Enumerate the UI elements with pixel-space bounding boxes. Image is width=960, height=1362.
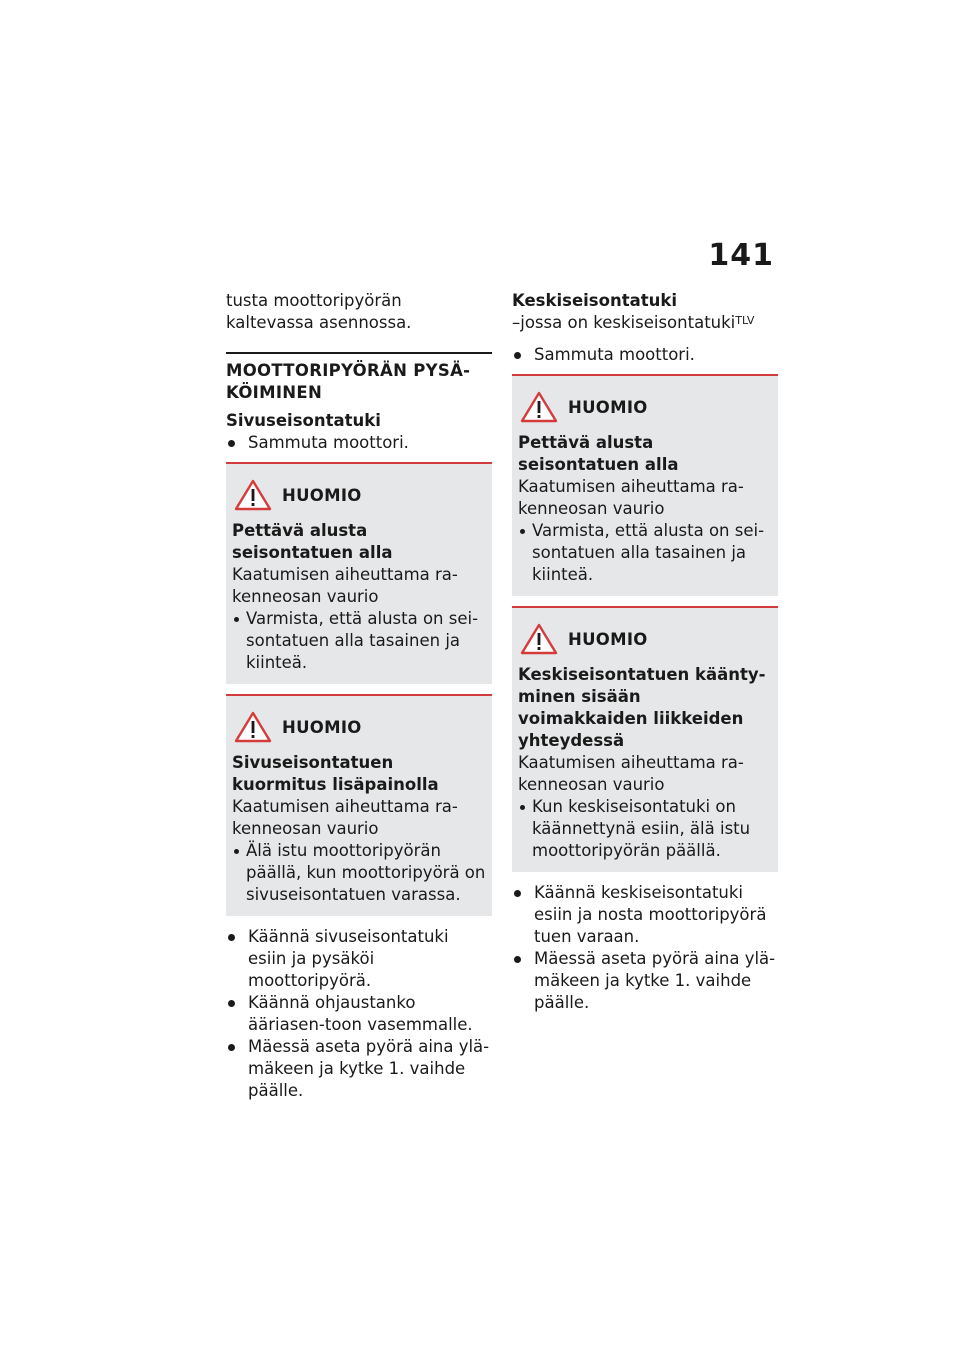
intro-text: tusta moottoripyörän kaltevassa asennossa.: [226, 291, 412, 332]
bullet-icon: [234, 617, 239, 622]
left-column: [226, 290, 492, 1102]
bullet-icon: [520, 805, 525, 810]
step-item: [226, 432, 492, 454]
warning-box: [226, 462, 492, 684]
step-text: Mäessä aseta pyörä aina ylä-mäkeen ja kytke 1. vaihde päälle.: [248, 1037, 490, 1100]
warning-triangle-icon: [234, 478, 272, 512]
step-text: Käännä keskiseisontatuki esiin ja nosta moottoripyörä tuen varaan.: [534, 883, 767, 946]
step-text: Käännä ohjaustanko ääriasen-toon vasemmalle.: [248, 993, 473, 1034]
bullet-icon: [228, 440, 235, 447]
warning-action: [518, 796, 772, 862]
warning-action: [232, 608, 486, 674]
bullet-icon: [228, 934, 235, 941]
warning-header: [232, 474, 486, 516]
warning-text: Kaatumisen aiheuttama ra-kenneosan vaurio: [232, 797, 458, 838]
condition-text: [512, 312, 778, 334]
step-item: [226, 1036, 492, 1102]
bullet-icon: [514, 352, 521, 359]
warning-action-text: Varmista, että alusta on sei-sontatuen alla tasainen ja kiinteä.: [246, 609, 479, 672]
warning-box: [226, 694, 492, 916]
bullet-icon: [520, 529, 525, 534]
warning-box: [512, 606, 778, 872]
step-item: [512, 948, 778, 1014]
warning-action: [232, 840, 486, 906]
page-number: 141: [708, 238, 774, 273]
step-item: [512, 344, 778, 366]
warning-heading: Sivuseisontatuen kuormitus lisäpainolla: [232, 753, 439, 794]
warning-action-text: Varmista, että alusta on sei-sontatuen alla tasainen ja kiinteä.: [532, 521, 765, 584]
warning-title: HUOMIO: [282, 717, 362, 737]
warning-text: Kaatumisen aiheuttama ra-kenneosan vaurio: [518, 477, 744, 518]
step-text: Sammuta moottori.: [534, 345, 695, 364]
warning-triangle-icon: [520, 622, 558, 656]
step-item: [226, 926, 492, 992]
warning-heading: Keskiseisontatuen käänty-minen sisään voimakkaiden liikkeiden yhteydessä: [518, 665, 766, 750]
warning-heading: Pettävä alusta seisontatuen alla: [518, 433, 679, 474]
warning-text: Kaatumisen aiheuttama ra-kenneosan vaurio: [518, 753, 744, 794]
condition-superscript: TLV: [735, 314, 755, 327]
step-text: Sammuta moottori.: [248, 433, 409, 452]
section-title: MOOTTORIPYÖRÄN PYSÄ-KÖIMINEN: [226, 352, 492, 404]
bullet-icon: [228, 1000, 235, 1007]
bullet-icon: [514, 890, 521, 897]
step-text: Mäessä aseta pyörä aina ylä-mäkeen ja kytke 1. vaihde päälle.: [534, 949, 776, 1012]
warning-title: HUOMIO: [568, 397, 648, 417]
warning-triangle-icon: [520, 390, 558, 424]
warning-header: [232, 706, 486, 748]
warning-triangle-icon: [234, 710, 272, 744]
warning-heading: Pettävä alusta seisontatuen alla: [232, 521, 393, 562]
warning-action-text: Kun keskiseisontatuki on käännettynä esiin, älä istu moottoripyörän päällä.: [532, 797, 751, 860]
bullet-icon: [514, 956, 521, 963]
right-column: [512, 290, 778, 1014]
warning-header: [518, 386, 772, 428]
warning-box: [512, 374, 778, 596]
warning-action-text: Älä istu moottoripyörän päällä, kun moottoripyörä on sivuseisontatuen varassa.: [246, 841, 486, 904]
condition-label: –jossa on keskiseisontatuki: [512, 313, 736, 332]
subsection-side-stand: Sivuseisontatuki: [226, 411, 381, 430]
bullet-icon: [228, 1044, 235, 1051]
step-item: [226, 992, 492, 1036]
step-text: Käännä sivuseisontatuki esiin ja pysäköi moottoripyörä.: [248, 927, 449, 990]
warning-action: [518, 520, 772, 586]
warning-title: HUOMIO: [568, 629, 648, 649]
bullet-icon: [234, 849, 239, 854]
warning-header: [518, 618, 772, 660]
warning-text: Kaatumisen aiheuttama ra-kenneosan vaurio: [232, 565, 458, 606]
subsection-center-stand: Keskiseisontatuki: [512, 291, 677, 310]
step-item: [512, 882, 778, 948]
warning-title: HUOMIO: [282, 485, 362, 505]
